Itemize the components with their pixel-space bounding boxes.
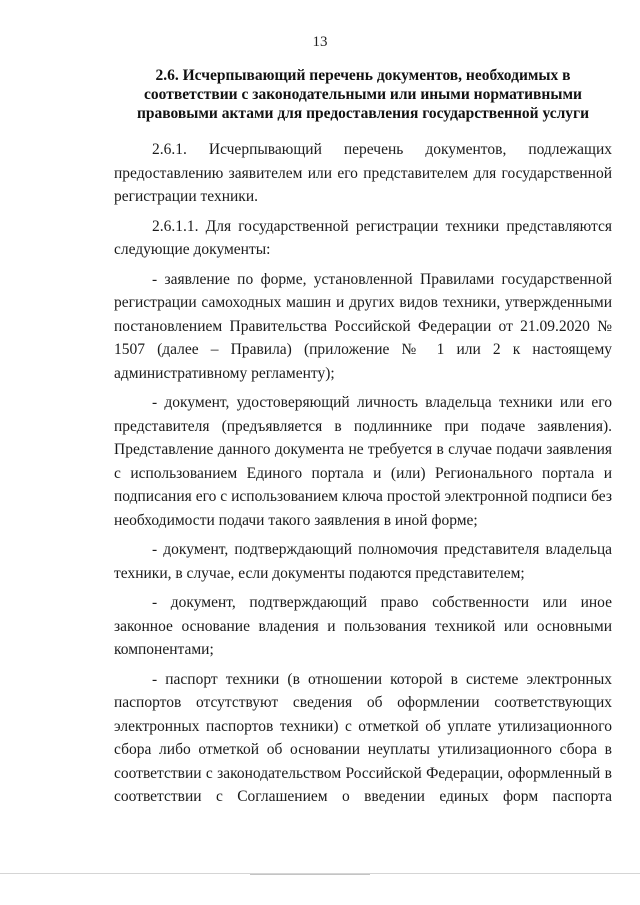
list-item-application-form: - заявление по форме, установленной Правилами государственной регистрации самоходных машин и других видов техники, утвержденными постановлением Правительства Российской Федерации от 21.09.2020 № 1507 (далее – Правила) (приложение № 1 или 2 к настоящему административному регламенту); [114,270,612,382]
paragraph-2-6-1: 2.6.1. Исчерпывающий перечень документов, подлежащих предоставлению заявителем или его представителем для государственной регистрации техники. [114,141,612,205]
section-heading: 2.6. Исчерпывающий перечень документов, необходимых в соответствии с законодательными или иными нормативными правовыми актами для предоставления государственной услуги [136,67,590,122]
paragraph-2-6-1-1: 2.6.1.1. Для государственной регистрации техники представляются следующие документы: [114,217,612,258]
document-body [114,138,612,815]
page-number: 13 [312,34,328,50]
list-item-vehicle-passport: - паспорт техники (в отношении которой в системе электронных паспортов отсутствуют сведения об оформлении соответствующих электронных паспортов техники) с отметкой об уплате утилизационного сбора либо отметкой об основании неуплаты утилизационного сбора в соответствии с законодательством Российской Федерации, оформленный в соответствии с Соглашением о введении единых форм паспорта [114,670,612,805]
list-item-representative-authority: - документ, подтверждающий полномочия представителя владельца техники, в случае, если документы подаются представителем; [114,541,612,582]
list-item-identity-document: - документ, удостоверяющий личность владельца техники или его представителя (предъявляется в подлиннике при подаче заявления). Представление данного документа не требуется в случае подачи заявления с использованием Единого портала и (или) Регионального портала и подписания его с использованием ключа простой электронной подписи без необходимости подачи такого заявления в иной форме; [114,394,612,529]
list-item-ownership-document: - документ, подтверждающий право собственности или иное законное основание владения и пользования техникой или основными компонентами; [114,594,612,658]
scan-edge-shadow [250,874,370,875]
